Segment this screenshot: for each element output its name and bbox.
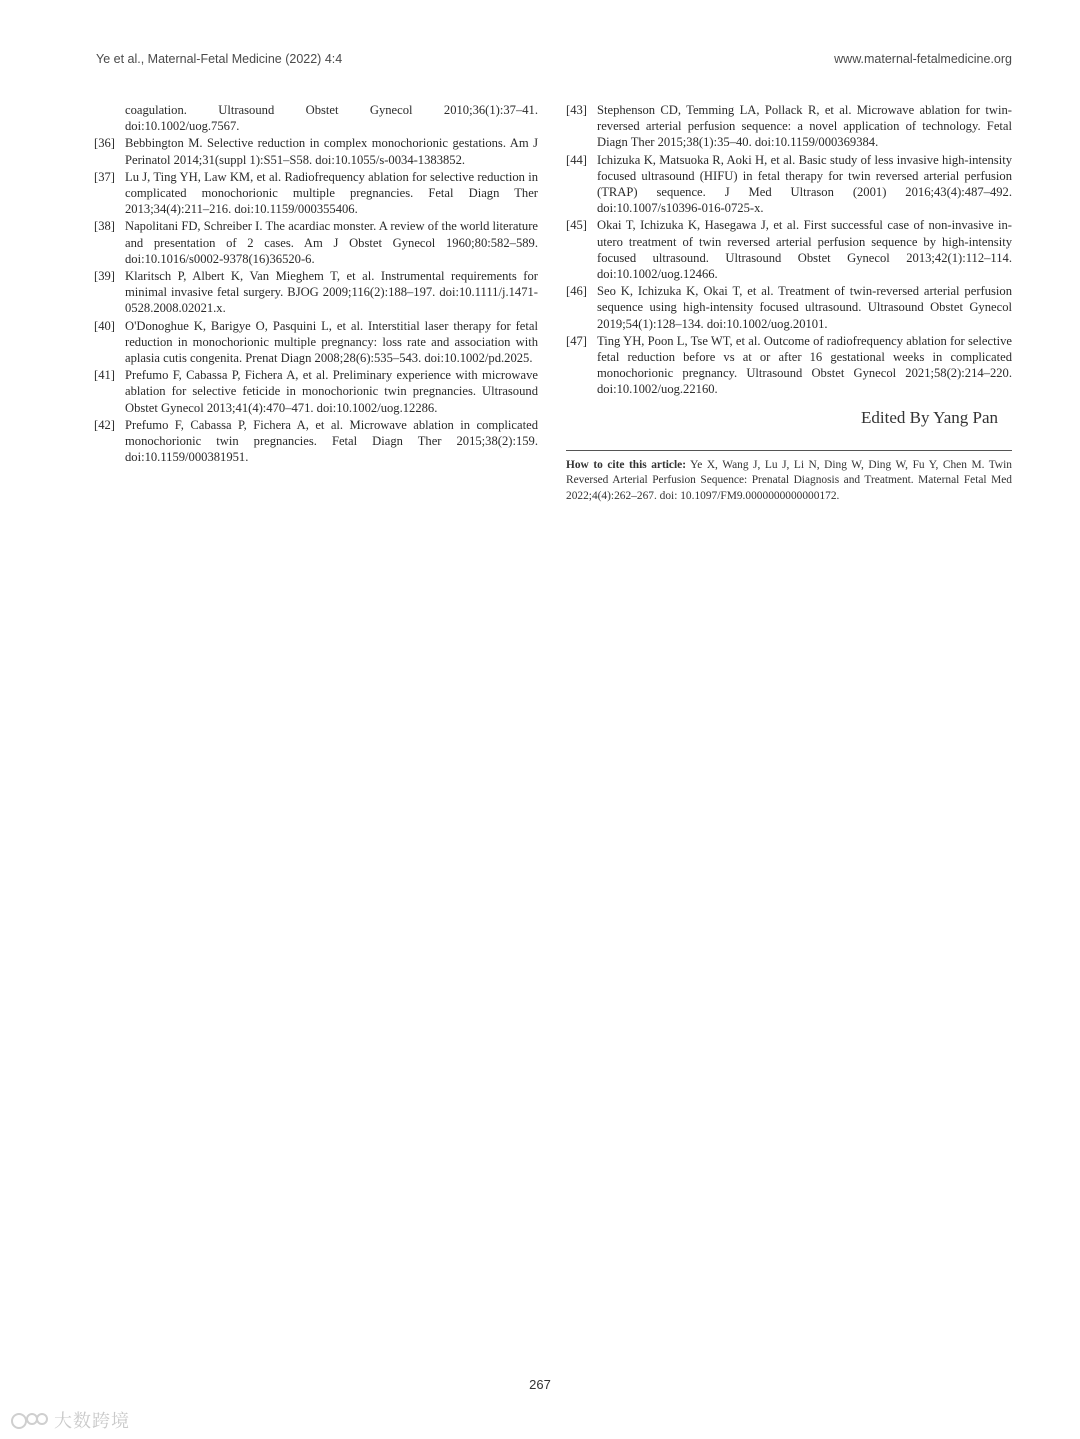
reference-text: Napolitani FD, Schreiber I. The acardiac monster. A review of the world literature and presentation of 2 cases. Am J Obstet Gynecol 1960;80:582–589. doi:10.1016/s0002-9378(16)36520-6. bbox=[125, 219, 538, 266]
reference-item bbox=[94, 102, 538, 134]
page-number: 267 bbox=[529, 1377, 551, 1392]
reference-text: Seo K, Ichizuka K, Okai T, et al. Treatment of twin-reversed arterial perfusion sequence using high-intensity focused ultrasound. Ultrasound Obstet Gynecol 2019;54(1):128–134. doi:10.1002/uog.20101. bbox=[597, 284, 1012, 331]
reference-number: [45] bbox=[566, 218, 587, 233]
reference-number: [41] bbox=[94, 368, 115, 383]
reference-item bbox=[566, 152, 1012, 217]
reference-number: [47] bbox=[566, 333, 587, 348]
running-header bbox=[96, 52, 1012, 70]
running-header-citation: Ye et al., Maternal-Fetal Medicine (2022) 4:4 bbox=[96, 52, 343, 66]
reference-text: Prefumo F, Cabassa P, Fichera A, et al. Preliminary experience with microwave ablation for selective feticide in monochorionic twin pregnancies. Ultrasound Obstet Gynecol 2013;41(4):470–471. doi:10.1002/uog.12286. bbox=[125, 368, 538, 415]
reference-item bbox=[566, 333, 1012, 398]
reference-number: [36] bbox=[94, 136, 115, 151]
watermark-text: 大数跨境 bbox=[54, 1411, 130, 1432]
reference-text: Prefumo F, Cabassa P, Fichera A, et al. Microwave ablation in complicated monochorionic twin pregnancies. Fetal Diagn Ther 2015;38(2):159. doi:10.1159/000381951. bbox=[125, 417, 538, 465]
references-left-column bbox=[94, 102, 538, 466]
reference-text: coagulation. Ultrasound Obstet Gynecol 2010;36(1):37–41. doi:10.1002/uog.7567. bbox=[125, 103, 538, 134]
divider bbox=[566, 450, 1012, 451]
reference-item bbox=[94, 169, 538, 218]
reference-text: Ting YH, Poon L, Tse WT, et al. Outcome of radiofrequency ablation for selective fetal reduction before vs at or after 16 gestational weeks in complicated monochorionic pregnancy. Ultrasound Obstet Gynecol 2021;58(2):214–220. doi:10.1002/uog.22160. bbox=[597, 333, 1012, 397]
reference-item bbox=[566, 283, 1012, 332]
reference-item bbox=[94, 268, 538, 317]
reference-text: Lu J, Ting YH, Law KM, et al. Radiofrequency ablation for selective reduction in complicated monochorionic multiple pregnancies. Fetal Diagn Ther 2013;34(4):211–216. doi:10.1159/000355406. bbox=[125, 169, 538, 217]
editor-credit: Edited By Yang Pan bbox=[861, 407, 998, 427]
references-right-column bbox=[566, 102, 1012, 504]
reference-item bbox=[94, 367, 538, 416]
reference-number: [46] bbox=[566, 284, 587, 299]
reference-number: [37] bbox=[94, 169, 115, 184]
reference-number: [43] bbox=[566, 103, 587, 117]
reference-text: Stephenson CD, Temming LA, Pollack R, et al. Microwave ablation for twin-reversed arterial perfusion sequence: a novel application of technology. Fetal Diagn Ther 2015;38(1):35–40. doi:10.1159/000369384. bbox=[597, 103, 1012, 150]
reference-item bbox=[94, 417, 538, 466]
reference-item bbox=[566, 217, 1012, 282]
reference-number: [38] bbox=[94, 219, 115, 234]
reference-number: [39] bbox=[94, 269, 115, 284]
reference-item bbox=[566, 102, 1012, 151]
reference-text: Ichizuka K, Matsuoka R, Aoki H, et al. Basic study of less invasive high-intensity focused ultrasound (HIFU) in fetal therapy for twin reversed arterial perfusion (TRAP) sequence. J Med Ultrason (2001) 2016;43(4):487–492. doi:10.1007/s10396-016-0725-x. bbox=[597, 152, 1012, 216]
watermark bbox=[10, 1406, 130, 1434]
reference-number: [42] bbox=[94, 417, 115, 432]
reference-item bbox=[94, 218, 538, 267]
reference-text: O'Donoghue K, Barigye O, Pasquini L, et al. Interstitial laser therapy for fetal reduction in monochorionic multiple pregnancy: loss rate and association with aplasia cutis congenita. Prenat Diagn 2008;28(6):535–543. doi:10.1002/pd.2025. bbox=[125, 318, 538, 366]
reference-item bbox=[94, 318, 538, 367]
citation-text: Ye X, Wang J, Lu J, Li N, Ding W, Ding W, Fu Y, Chen M. Twin Reversed Arterial Perfusion Sequence: Prenatal Diagnosis and Treatment. Maternal Fetal Med 2022;4(4):262–267. doi: 10.1097/FM9.0000000000000172. bbox=[566, 458, 1013, 502]
reference-text: Klaritsch P, Albert K, Van Mieghem T, et al. Instrumental requirements for minimal invasive fetal surgery. BJOG 2009;116(2):188–197. doi:10.1111/j.1471-0528.2008.02021.x. bbox=[125, 269, 538, 316]
watermark-logo-icon bbox=[10, 1409, 50, 1431]
reference-number: [44] bbox=[566, 152, 587, 167]
reference-text: Okai T, Ichizuka K, Hasegawa J, et al. First successful case of non-invasive in-utero treatment of twin reversed arterial perfusion sequence by high-intensity focused ultrasound. Ultrasound Obstet Gynecol 2013;42(1):112–114. doi:10.1002/uog.12466. bbox=[597, 218, 1012, 282]
running-header-website: www.maternal-fetalmedicine.org bbox=[834, 52, 1012, 66]
reference-item bbox=[94, 135, 538, 167]
citation-label: How to cite this article: bbox=[566, 458, 687, 471]
citation-note bbox=[566, 458, 1012, 504]
reference-number: [40] bbox=[94, 318, 115, 333]
reference-text: Bebbington M. Selective reduction in complex monochorionic gestations. Am J Perinatol 2014;31(suppl 1):S51–S58. doi:10.1055/s-0034-1383852. bbox=[125, 136, 538, 167]
